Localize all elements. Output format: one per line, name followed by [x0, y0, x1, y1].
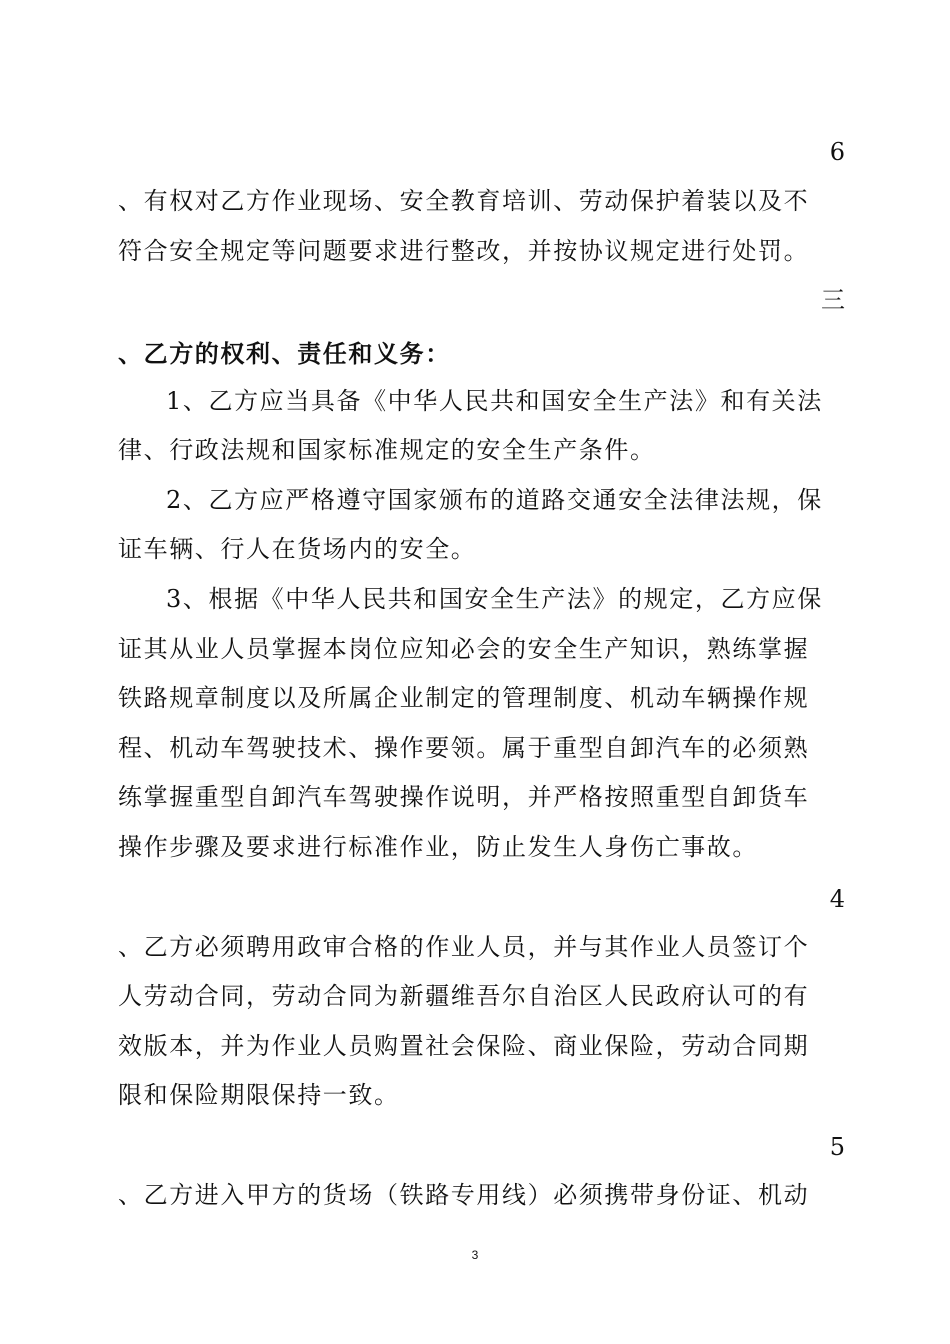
paragraph-line: 律、行政法规和国家标准规定的安全生产条件。 — [118, 436, 656, 464]
paragraph-line: 程、机动车驾驶技术、操作要领。属于重型自卸汽车的必须熟 — [118, 734, 810, 762]
paragraph-line: 证车辆、行人在货场内的安全。 — [118, 535, 477, 563]
section-heading: 、乙方的权利、责任和义务： — [118, 339, 451, 368]
paragraph-line: 、乙方必须聘用政审合格的作业人员，并与其作业人员签订个 — [118, 933, 810, 961]
paragraph-line: 、乙方进入甲方的货场（铁路专用线）必须携带身份证、机动 — [118, 1181, 810, 1209]
paragraph-line: 、有权对乙方作业现场、安全教育培训、劳动保护着装以及不 — [118, 187, 810, 215]
paragraph-line: 铁路规章制度以及所属企业制定的管理制度、机动车辆操作规 — [118, 684, 810, 712]
paragraph-line: 练掌握重型自卸汽车驾驶操作说明，并严格按照重型自卸货车 — [118, 783, 810, 811]
section-number: 三 — [821, 286, 845, 314]
paragraph-line: 1、乙方应当具备《中华人民共和国安全生产法》和有关法 — [166, 387, 823, 415]
paragraph-line: 2、乙方应严格遵守国家颁布的道路交通安全法律法规，保 — [166, 486, 823, 514]
paragraph-number: 5 — [829, 1133, 845, 1161]
paragraph-number: 6 — [829, 138, 845, 166]
page-number: 3 — [471, 1248, 479, 1262]
paragraph-line: 3、根据《中华人民共和国安全生产法》的规定，乙方应保 — [166, 585, 823, 613]
paragraph-line: 限和保险期限保持一致。 — [118, 1081, 400, 1109]
paragraph-line: 证其从业人员掌握本岗位应知必会的安全生产知识，熟练掌握 — [118, 635, 810, 663]
paragraph-line: 人劳动合同，劳动合同为新疆维吾尔自治区人民政府认可的有 — [118, 982, 810, 1010]
paragraph-line: 操作步骤及要求进行标准作业，防止发生人身伤亡事故。 — [118, 833, 758, 861]
paragraph-line: 效版本，并为作业人员购置社会保险、商业保险，劳动合同期 — [118, 1032, 810, 1060]
paragraph-line: 符合安全规定等问题要求进行整改，并按协议规定进行处罚。 — [118, 237, 810, 265]
paragraph-number: 4 — [829, 885, 845, 913]
